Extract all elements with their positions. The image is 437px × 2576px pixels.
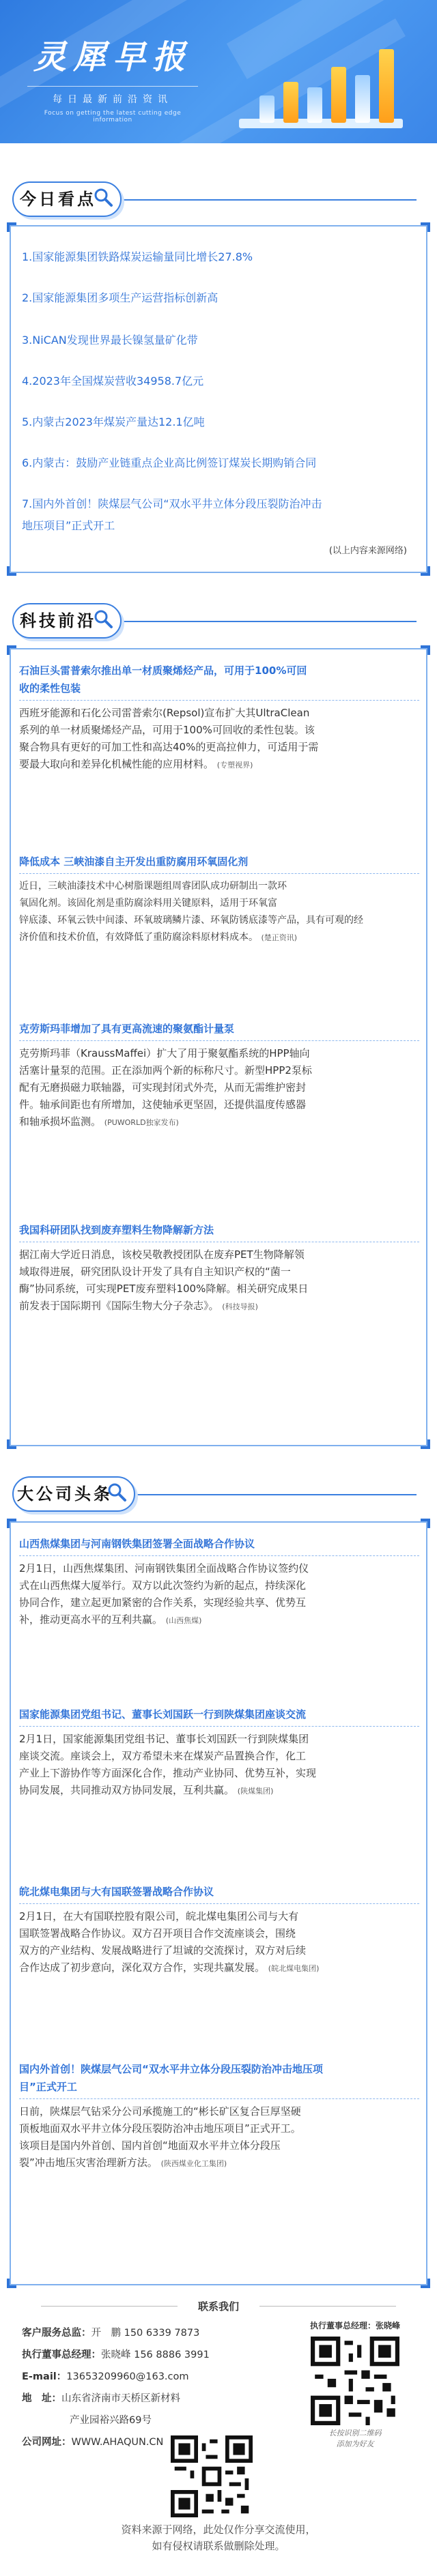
highlights-box	[10, 225, 427, 573]
article-body: 克劳斯玛菲（KraussMaffei）扩大了用于聚氨酯系统的HPP轴向 活塞计量泵的范围。正在添加两个新的标称尺寸。新型HPP2泵标 配有无磨损磁力联轴器，可实现封闭式外壳，从而无需维护密封 件。轴承间距也有所增加，这使轴承更坚固，还提供温度传感器 和轴承损坏监测。 (PUWORLD独家发布)	[19, 1047, 312, 1128]
article-source: (楚正资讯)	[261, 933, 298, 942]
company-box	[10, 1521, 427, 2285]
article-source: (专塑视界)	[216, 761, 253, 770]
article-title[interactable]: 国内外首创！陕煤层气公司“双水平井立体分段压裂防治冲击地压项 目”正式开工	[19, 2063, 323, 2093]
contact-line: 客户服务总监：开 鹏 150 6339 7873	[22, 2328, 200, 2339]
brand-title: 灵犀早报	[33, 38, 192, 76]
magnifier-icon	[93, 187, 113, 207]
qr-title: 执行董事总经理：张晓峰	[309, 2321, 400, 2330]
article-title[interactable]: 我国科研团队找到废弃塑料生物降解新方法	[19, 1224, 214, 1236]
highlight-item[interactable]: 3.NiCAN发现世界最长镍氢量矿化带	[22, 334, 198, 347]
contact-line: 地 址：山东省济南市天桥区新材料	[22, 2393, 180, 2404]
qr-block-director	[287, 2319, 423, 2450]
section-header-company	[0, 1467, 437, 1521]
article-source: (陕煤集团)	[237, 1787, 274, 1796]
article-body: 近日，三峡油漆技术中心树脂课题组周睿团队成功研制出一款环 氧固化剂。该固化剂是重防腐涂料用关键原料，适用于环氧富 锌底漆、环氧云铁中间漆、环氧玻璃鳞片漆、环氧防锈底漆等产品，具有可观的经 济价值和技术价值，有效降低了重防腐涂料原材料成本。 (楚正资讯)	[19, 881, 363, 943]
article-source: (PUWORLD独家发布)	[104, 1118, 179, 1127]
article-source: (皖北煤电集团)	[268, 1964, 320, 1973]
article-source: (山西焦煤)	[165, 1616, 202, 1625]
article-body: 2月1日，山西焦煤集团、河南钢铁集团全面战略合作协议签约仪 式在山西焦煤大厦举行。双方以此次签约为新的起点，持续深化 协同合作，建立起更加紧密的合作关系，实现经验共享、优势互 补，推动更高水平的互利共赢。 (山西焦煤)	[19, 1562, 309, 1626]
highlight-item[interactable]: 2.国家能源集团多项生产运营指标创新高	[22, 291, 218, 304]
section-title: 科技前沿	[20, 611, 96, 630]
article-body: 2月1日，国家能源集团党组书记、董事长刘国跃一行到陕煤集团 座谈交流。座谈会上，双方希望未来在煤炭产品置换合作，化工 产业上下游协作等方面深化合作，推动产业协同、优势互补，实现 协同发展，共同推动双方协同发展，互利共赢。 (陕煤集团)	[19, 1733, 317, 1796]
highlight-item[interactable]: 4.2023年全国煤炭营收34958.7亿元	[22, 375, 204, 387]
article-source: (科技导报)	[222, 1302, 258, 1311]
qr-caption: 长按识别二维码 添加为好友	[328, 2429, 382, 2448]
article-title[interactable]: 降低成本 三峡油漆自主开发出重防腐用环氧固化剂	[19, 855, 249, 868]
article	[19, 2060, 419, 2172]
highlight-item[interactable]: 6.内蒙古：鼓励产业链重点企业高比例签订煤炭长期购销合同	[22, 456, 317, 469]
contact-line: 执行董事总经理：张晓峰 156 8886 3991	[22, 2350, 210, 2360]
highlight-item[interactable]: 5.内蒙古2023年煤炭产量达12.1亿吨	[22, 415, 205, 428]
section-title: 今日看点	[20, 190, 96, 209]
article	[19, 662, 419, 774]
qr-code-icon[interactable]	[311, 2337, 399, 2425]
magnifier-icon	[107, 1482, 127, 1502]
contact-info	[22, 2322, 254, 2453]
article-body: 2月1日，在大有国联控股有限公司，皖北煤电集团公司与大有 国联签署战略合作协议。双方召开项目合作交流座谈会，围绕 双方的产业结构、发展战略进行了坦诚的交流探讨，双方对后续 合作达成了初步意向，深化双方合作，实现共赢发展。 (皖北煤电集团)	[19, 1910, 320, 1974]
article	[19, 1883, 419, 1977]
contact-header: 联系我们	[0, 2299, 437, 2313]
article	[19, 1535, 419, 1629]
contact-line: 产业园裕兴路69号	[70, 2415, 152, 2426]
article	[19, 853, 419, 946]
article	[19, 1020, 419, 1131]
brand-subtitle: 每日最新前沿资讯	[27, 86, 198, 106]
brand	[27, 38, 198, 123]
magnifier-icon	[93, 609, 113, 629]
brand-subtitle-en: Focus on getting the latest cutting edge information	[44, 110, 182, 123]
section-header-tech	[0, 594, 437, 648]
article-title[interactable]: 国家能源集团党组书记、董事长刘国跃一行到陕煤集团座谈交流	[19, 1708, 307, 1721]
footer-disclaimer: 资料来源于网络，此处仅作分享交流使用， 如有侵权请联系做删除处理。	[121, 2523, 316, 2552]
article-title[interactable]: 克劳斯玛菲增加了具有更高流速的聚氨酯计量泵	[19, 1023, 235, 1035]
contact-line: E-mail：13653209960@163.com	[22, 2371, 189, 2382]
section-title: 大公司头条	[17, 1484, 113, 1504]
tech-box	[10, 648, 427, 1446]
header-banner	[0, 0, 437, 143]
article	[19, 1706, 419, 1800]
article-title[interactable]: 皖北煤电集团与大有国联签署战略合作协议	[19, 1886, 214, 1898]
source-note: (以上内容来源网络)	[328, 546, 407, 556]
article-title[interactable]: 石油巨头雷普索尔推出单一材质聚烯烃产品，可用于100%可回 收的柔性包装	[19, 664, 307, 694]
highlight-item[interactable]: 1.国家能源集团铁路煤炭运输量同比增长27.8%	[22, 250, 253, 263]
article	[19, 1221, 419, 1315]
website-link[interactable]: WWW.AHAQUN.CN	[71, 2437, 164, 2448]
section-header-highlights	[0, 172, 437, 226]
highlight-item[interactable]: 7.国内外首创！陕煤层气公司“双水平井立体分段压裂防治冲击	[22, 497, 322, 510]
article-body: 据江南大学近日消息，该校吴敬教授团队在废弃PET生物降解领 域取得进展，研究团队设计开发了具有自主知识产权的“菌一 酶”协同系统，可实现PET废弃塑料100%降解。相关研究成果日 前发表于国际期刊《国际生物大分子杂志》。 (科技导报)	[19, 1248, 309, 1312]
bar-chart-illustration	[246, 41, 403, 123]
article-body: 西班牙能源和石化公司雷普索尔(Repsol)宣布扩大其UltraClean 系列的单一材质聚烯烃产品，可用于100%可回收的柔性包装。该 聚合物具有更好的可加工性和高达40%的更高拉伸力，可适用于需 要最大取向和差异化机械性能的应用材料。 (专塑视界)	[19, 707, 319, 770]
article-body: 日前，陕煤层气钻采分公司承揽施工的“彬长矿区复合巨厚坚硬 顶板地面双水平井立体分段压裂防治冲击地压项目”正式开工。 该项目是国内外首创、国内首创“地面双水平井立体分段压 裂”冲击地压灾害治理新方法。 (陕西煤业化工集团)	[19, 2105, 301, 2169]
email-link[interactable]: 13653209960@163.com	[66, 2371, 189, 2382]
qr-code-icon[interactable]	[171, 2435, 253, 2517]
highlight-item[interactable]: 地压项目”正式开工	[22, 519, 115, 532]
article-source: (陕西煤业化工集团)	[160, 2159, 227, 2168]
article-title[interactable]: 山西焦煤集团与河南钢铁集团签署全面战略合作协议	[19, 1538, 255, 1550]
contact-line: 公司网址：WWW.AHAQUN.CN	[22, 2437, 164, 2448]
